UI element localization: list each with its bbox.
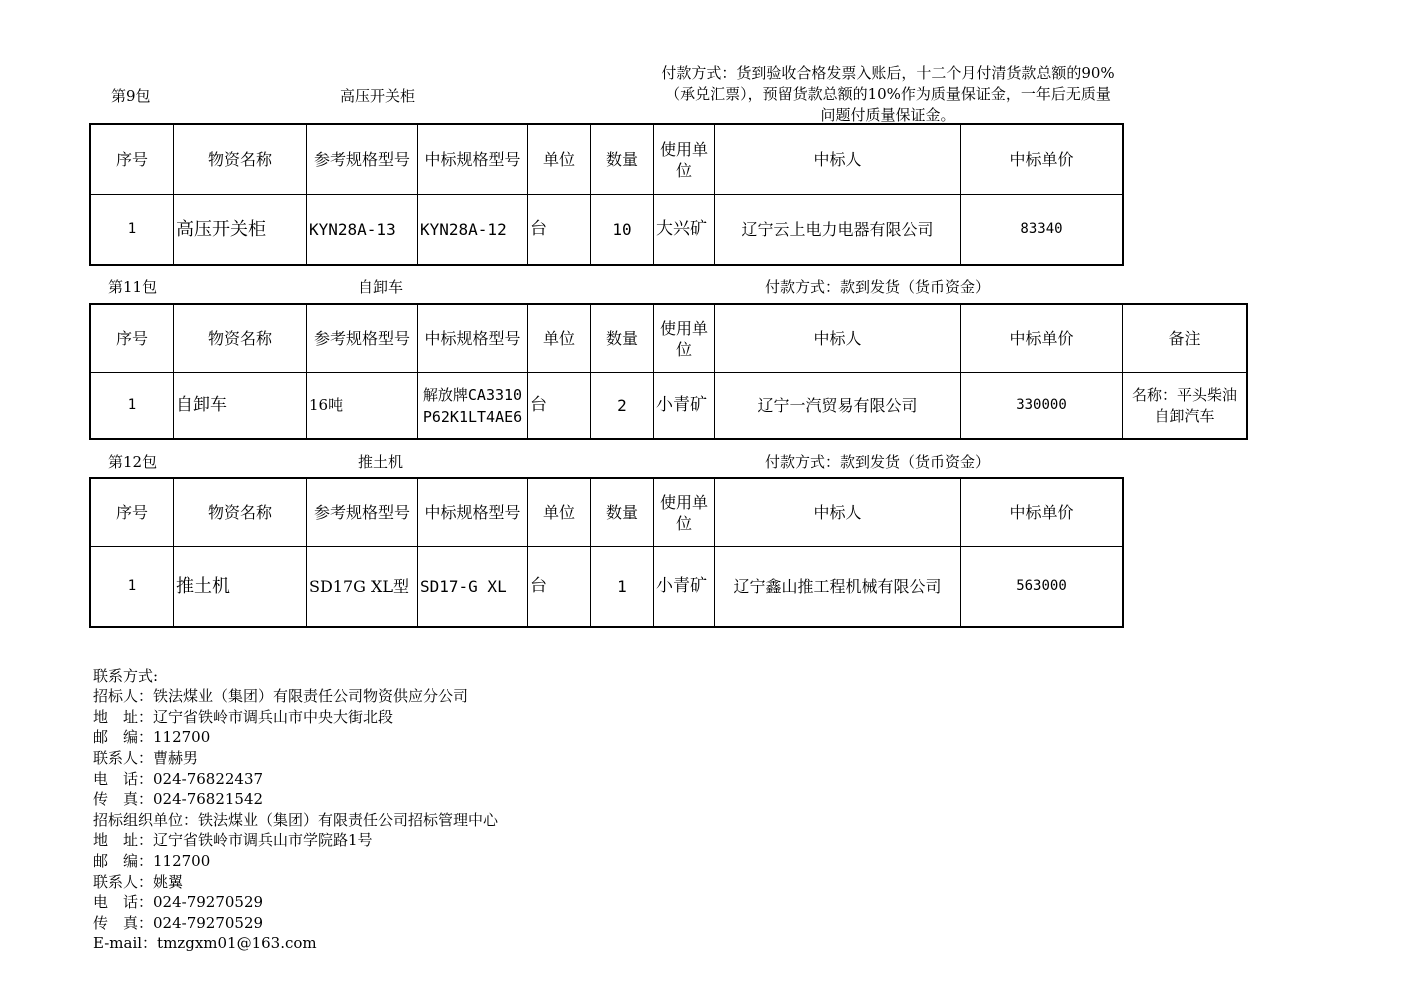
cell-winner: 辽宁鑫山推工程机械有限公司: [715, 547, 961, 627]
header-cell: 单位: [528, 125, 591, 195]
pkg12-payment-terms: 付款方式：款到发货（货币资金）: [765, 453, 991, 471]
header-cell: 备注: [1123, 305, 1247, 373]
table-row: [91, 373, 1247, 439]
pkg11-item-name: 自卸车: [358, 278, 404, 296]
header-cell: 物资名称: [174, 305, 307, 373]
header-cell: 参考规格型号: [307, 479, 418, 547]
header-cell: 数量: [591, 479, 654, 547]
pkg11-payment-terms: 付款方式：款到发货（货币资金）: [765, 278, 991, 296]
cell-ref-spec: 16吨: [307, 373, 418, 439]
cell-unit: 台: [528, 373, 591, 439]
pkg12-item-name: 推土机: [358, 453, 404, 471]
header-cell: 中标单价: [961, 125, 1123, 195]
contact-line: 联系方式:: [93, 666, 159, 685]
contact-line: 邮 编：112700: [93, 851, 211, 870]
table-header-row: [91, 305, 1247, 373]
cell-bid-spec: KYN28A-12: [418, 195, 528, 265]
table-header-row: [91, 125, 1123, 195]
cell-ref-spec: KYN28A-13: [307, 195, 418, 265]
header-cell: 中标人: [715, 479, 961, 547]
pkg9-item-name: 高压开关柜: [340, 87, 416, 105]
cell-bid-spec: SD17-G XL: [418, 547, 528, 627]
cell-price: 330000: [961, 373, 1123, 439]
pkg12-label: 第12包: [108, 453, 158, 471]
header-cell: 序号: [91, 125, 174, 195]
header-cell: 数量: [591, 305, 654, 373]
header-cell: 中标规格型号: [418, 305, 528, 373]
cell-index: 1: [91, 195, 174, 265]
header-cell: 单位: [528, 479, 591, 547]
header-cell: 物资名称: [174, 125, 307, 195]
header-cell: 参考规格型号: [307, 305, 418, 373]
cell-winner: 辽宁云上电力电器有限公司: [715, 195, 961, 265]
header-cell: 中标人: [715, 125, 961, 195]
contact-line: 电 话：024-76822437: [93, 769, 264, 788]
cell-user-unit: 小青矿: [654, 373, 715, 439]
cell-winner: 辽宁一汽贸易有限公司: [715, 373, 961, 439]
header-cell: 使用单位: [654, 305, 715, 373]
cell-price: 563000: [961, 547, 1123, 627]
header-cell: 使用单位: [654, 479, 715, 547]
cell-qty: 1: [591, 547, 654, 627]
contact-line: 联系人：曹赫男: [93, 748, 199, 767]
cell-material: 高压开关柜: [174, 195, 307, 265]
contact-line: 地 址：辽宁省铁岭市调兵山市中央大街北段: [93, 707, 394, 726]
cell-ref-spec: SD17G XL型: [307, 547, 418, 627]
cell-material: 自卸车: [174, 373, 307, 439]
table-row: [91, 547, 1123, 627]
cell-bid-spec: 解放牌CA3310P62K1LT4AE6: [418, 373, 528, 439]
cell-remark: 名称：平头柴油自卸汽车: [1123, 373, 1247, 439]
header-cell: 中标单价: [961, 305, 1123, 373]
pkg11-table: [90, 304, 1247, 439]
cell-price: 83340: [961, 195, 1123, 265]
cell-qty: 10: [591, 195, 654, 265]
contact-line: 电 话：024-79270529: [93, 893, 264, 912]
contact-line: 地 址：辽宁省铁岭市调兵山市学院路1号: [93, 831, 373, 850]
header-cell: 序号: [91, 479, 174, 547]
contact-info: [93, 645, 498, 975]
contact-line: 招标人：铁法煤业（集团）有限责任公司物资供应分公司: [93, 687, 469, 706]
contact-line: 传 真：024-76821542: [93, 790, 264, 809]
header-cell: 参考规格型号: [307, 125, 418, 195]
cell-unit: 台: [528, 547, 591, 627]
cell-user-unit: 大兴矿: [654, 195, 715, 265]
cell-index: 1: [91, 547, 174, 627]
header-cell: 使用单位: [654, 125, 715, 195]
header-cell: 中标单价: [961, 479, 1123, 547]
cell-index: 1: [91, 373, 174, 439]
table-row: [91, 195, 1123, 265]
pkg11-label: 第11包: [108, 278, 158, 296]
contact-line: 邮 编：112700: [93, 728, 211, 747]
contact-line: 招标组织单位：铁法煤业（集团）有限责任公司招标管理中心: [93, 810, 499, 829]
table-header-row: [91, 479, 1123, 547]
header-cell: 中标规格型号: [418, 479, 528, 547]
header-cell: 中标人: [715, 305, 961, 373]
pkg9-table: [90, 124, 1123, 265]
header-cell: 物资名称: [174, 479, 307, 547]
contact-email: E-mail：tmzgxm01@163.com: [93, 934, 317, 953]
header-cell: 数量: [591, 125, 654, 195]
pkg9-payment-terms: 付款方式：货到验收合格发票入账后，十二个月付清货款总额的90%（承兑汇票），预留货款总额的10%作为质量保证金，一年后无质量问题付质量保证金。: [661, 64, 1115, 124]
contact-line: 联系人：姚翼: [93, 872, 184, 891]
cell-user-unit: 小青矿: [654, 547, 715, 627]
cell-unit: 台: [528, 195, 591, 265]
pkg12-table: [90, 478, 1123, 627]
cell-material: 推土机: [174, 547, 307, 627]
pkg9-label: 第9包: [111, 87, 151, 105]
cell-qty: 2: [591, 373, 654, 439]
contact-line: 传 真：024-79270529: [93, 913, 264, 932]
header-cell: 中标规格型号: [418, 125, 528, 195]
header-cell: 单位: [528, 305, 591, 373]
header-cell: 序号: [91, 305, 174, 373]
